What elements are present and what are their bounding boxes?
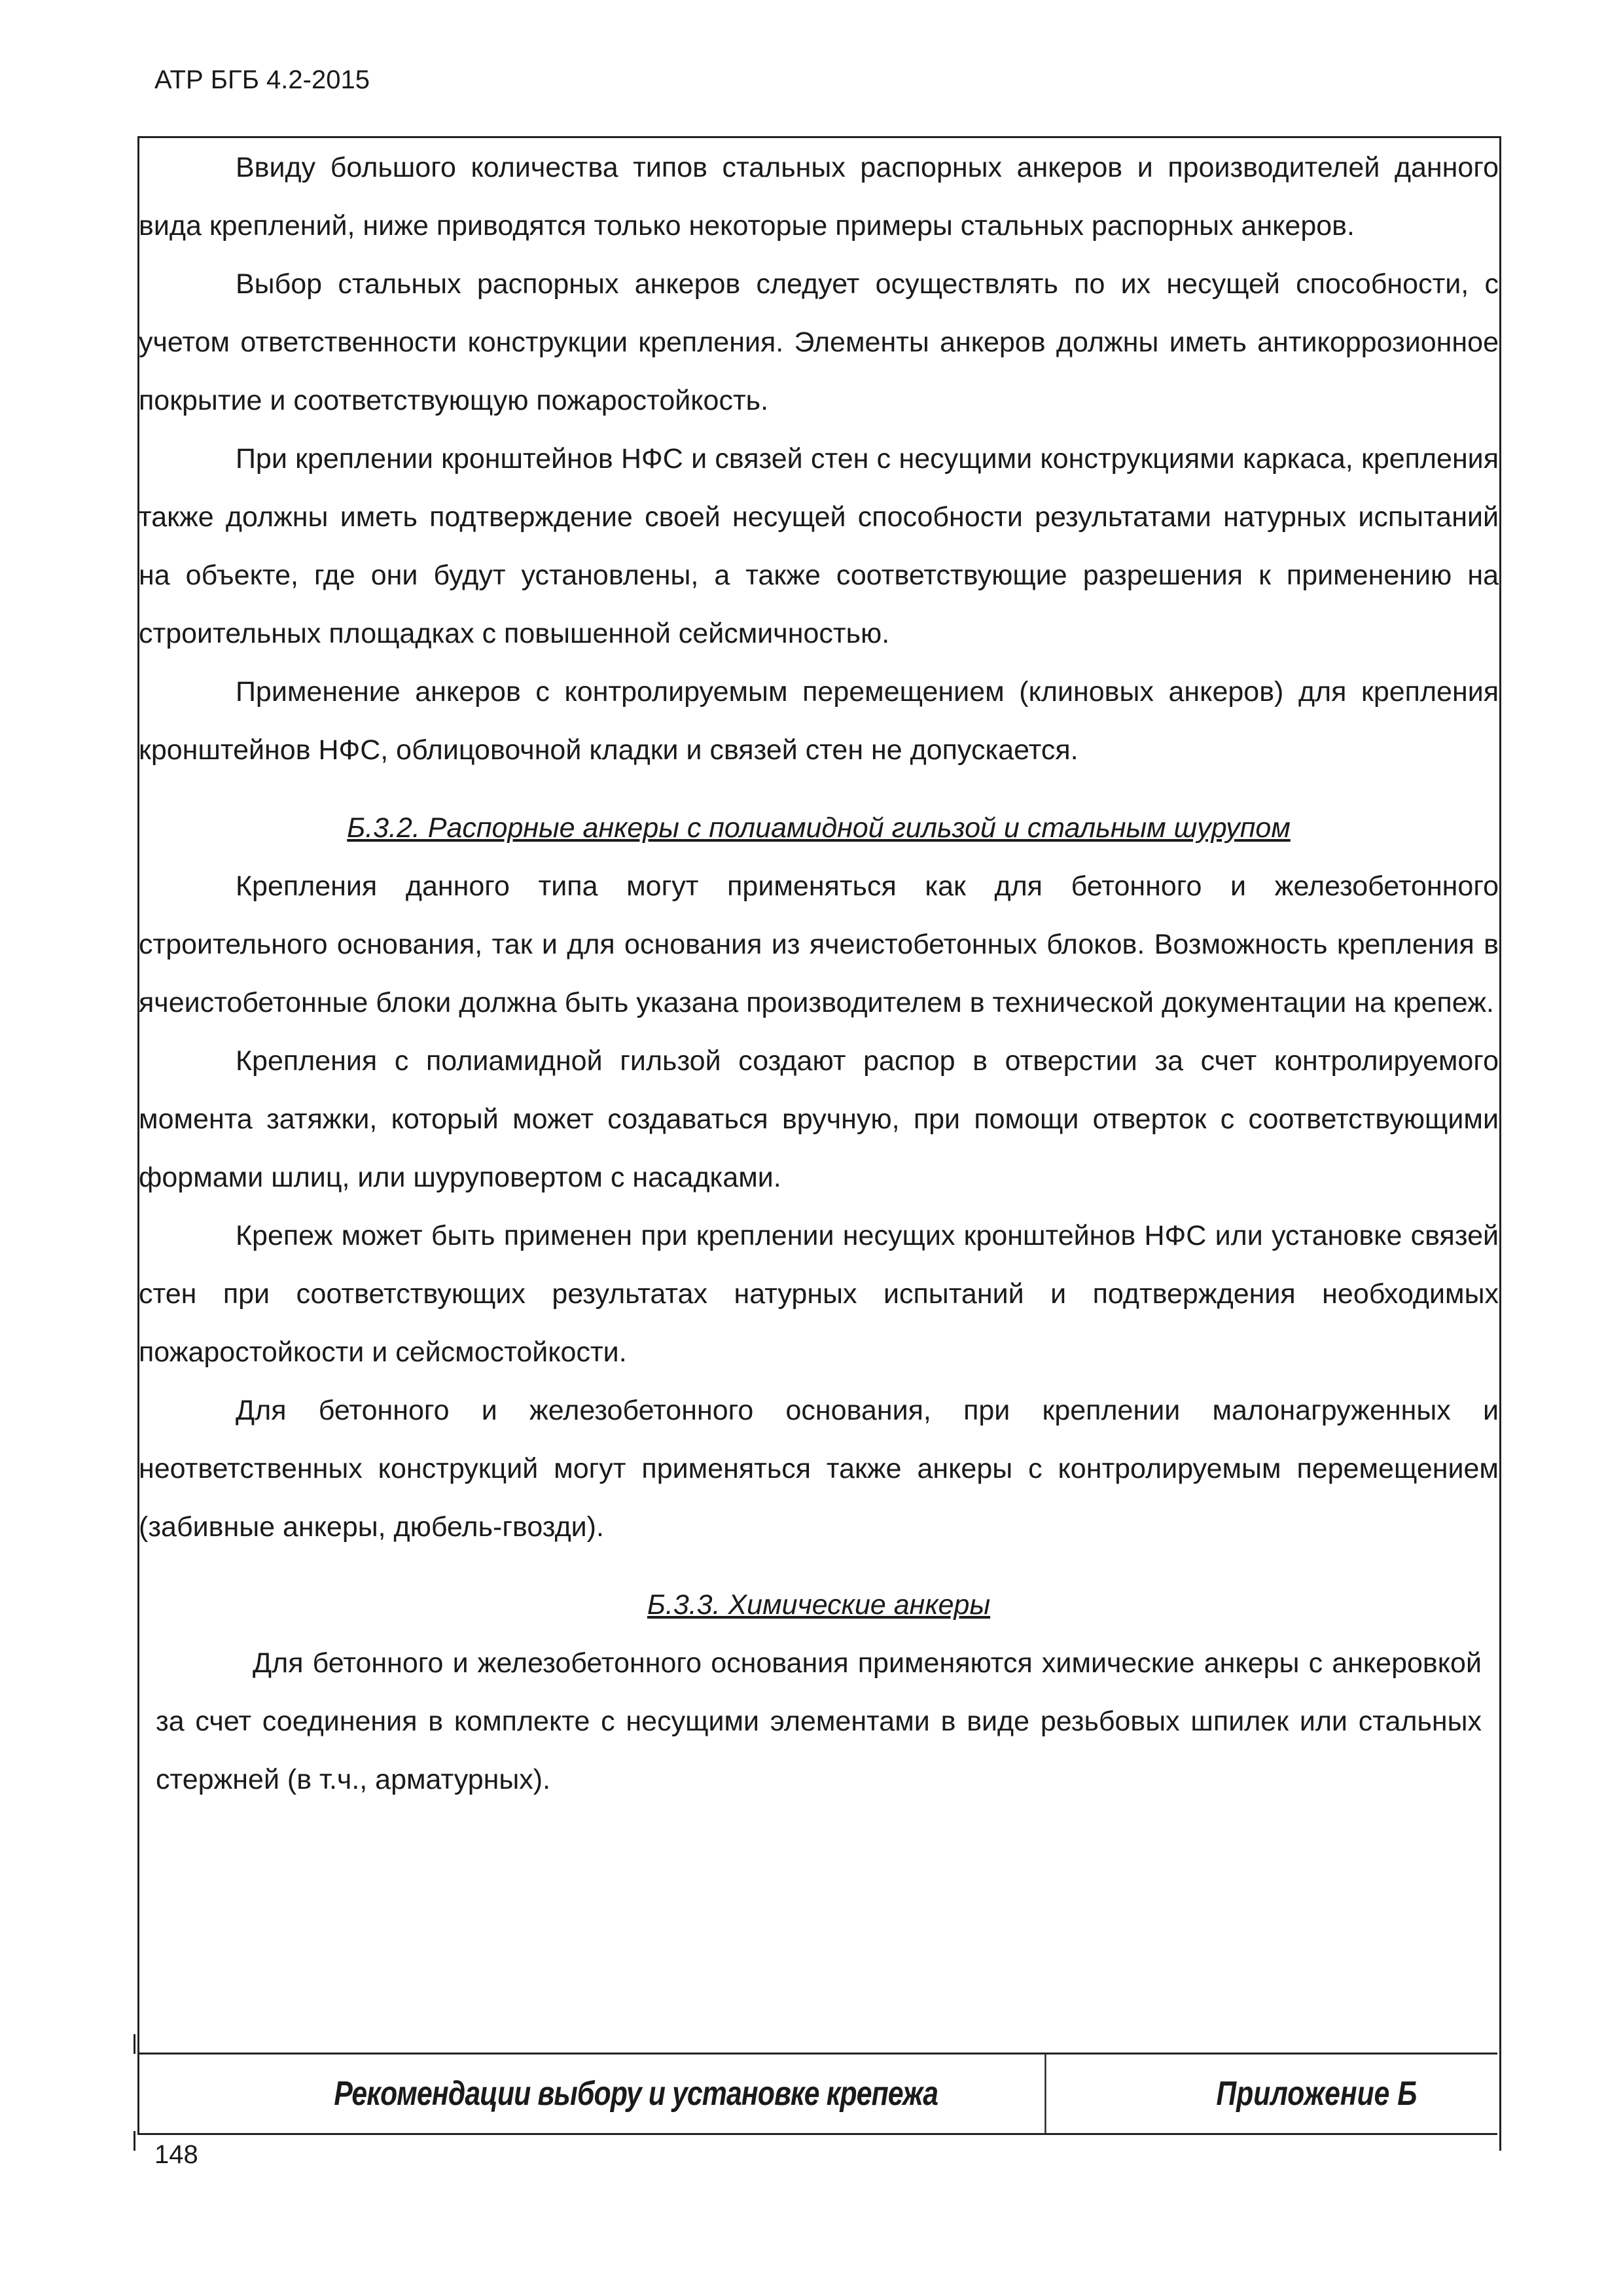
paragraph: Для бетонного и железобетонного основания, при креплении малонагруженных и неответственных конструкций могут применяться также анкеры с контролируемым перемещением (забивные анкеры, дюбель-гвозди). (139, 1395, 1499, 1543)
paragraph: Ввиду большого количества типов стальных распорных анкеров и производителей данного вида креплений, ниже приводятся только некоторые примеры стальных распорных анкеров. (139, 152, 1499, 242)
paragraph: Крепеж может быть применен при креплении несущих кронштейнов НФС или установке связей стен при соответствующих результатах натурных испытаний и подтверждения необходимых пожаростойкости и сейсмостойкости. (139, 1220, 1499, 1368)
document-code: АТР БГБ 4.2-2015 (154, 65, 370, 94)
paragraph: Крепления с полиамидной гильзой создают распор в отверстии за счет контролируемого момента затяжки, который может создаваться вручную, при помощи отверток с соответствующими формами шлиц, или шуруповертом с насадками. (139, 1045, 1499, 1193)
footer-appendix: Приложение Б (1216, 2075, 1418, 2113)
paragraph: При креплении кронштейнов НФС и связей стен с несущими конструкциями каркаса, крепления также должны иметь подтверждение своей несущей способности результатами натурных испытаний на объекте, где они будут установлены, а также соответствующие разрешения к применению на строительных площадках с повышенной сейсмичностью. (139, 443, 1499, 649)
page-number: 148 (154, 2140, 198, 2169)
frame-tick (1499, 2034, 1501, 2054)
section-title-b32: Б.3.2. Распорные анкеры с полиамидной гильзой и стальным шурупом (347, 812, 1291, 844)
frame-tick (1499, 2131, 1501, 2151)
title-block (137, 2053, 1497, 2135)
paragraph: Выбор стальных распорных анкеров следует осуществлять по их несущей способности, с учетом ответственности конструкции крепления. Элементы анкеров должны иметь антикоррозионное покрытие и соответствующую пожаростойкость. (139, 268, 1499, 416)
paragraph: Для бетонного и железобетонного основания применяются химические анкеры с анкеровкой за счет соединения в комплекте с несущими элементами в виде резьбовых шпилек или стальных стержней (в т.ч., арматурных). (156, 1647, 1482, 1795)
section-title-b33: Б.3.3. Химические анкеры (647, 1589, 991, 1621)
paragraph: Применение анкеров с контролируемым перемещением (клиновых анкеров) для крепления кронштейнов НФС, облицовочной кладки и связей стен не допускается. (139, 676, 1499, 766)
frame-tick (134, 2131, 135, 2151)
frame-tick (134, 2034, 135, 2054)
document-body (139, 139, 1499, 1809)
paragraph: Крепления данного типа могут применяться как для бетонного и железобетонного строительного основания, так и для основания из ячеистобетонных блоков. Возможность крепления в ячеистобетонные блоки должна быть указана производителем в технической документации на крепеж. (139, 870, 1499, 1018)
footer-title: Рекомендации выбору и установке крепежа (227, 2054, 1046, 2133)
